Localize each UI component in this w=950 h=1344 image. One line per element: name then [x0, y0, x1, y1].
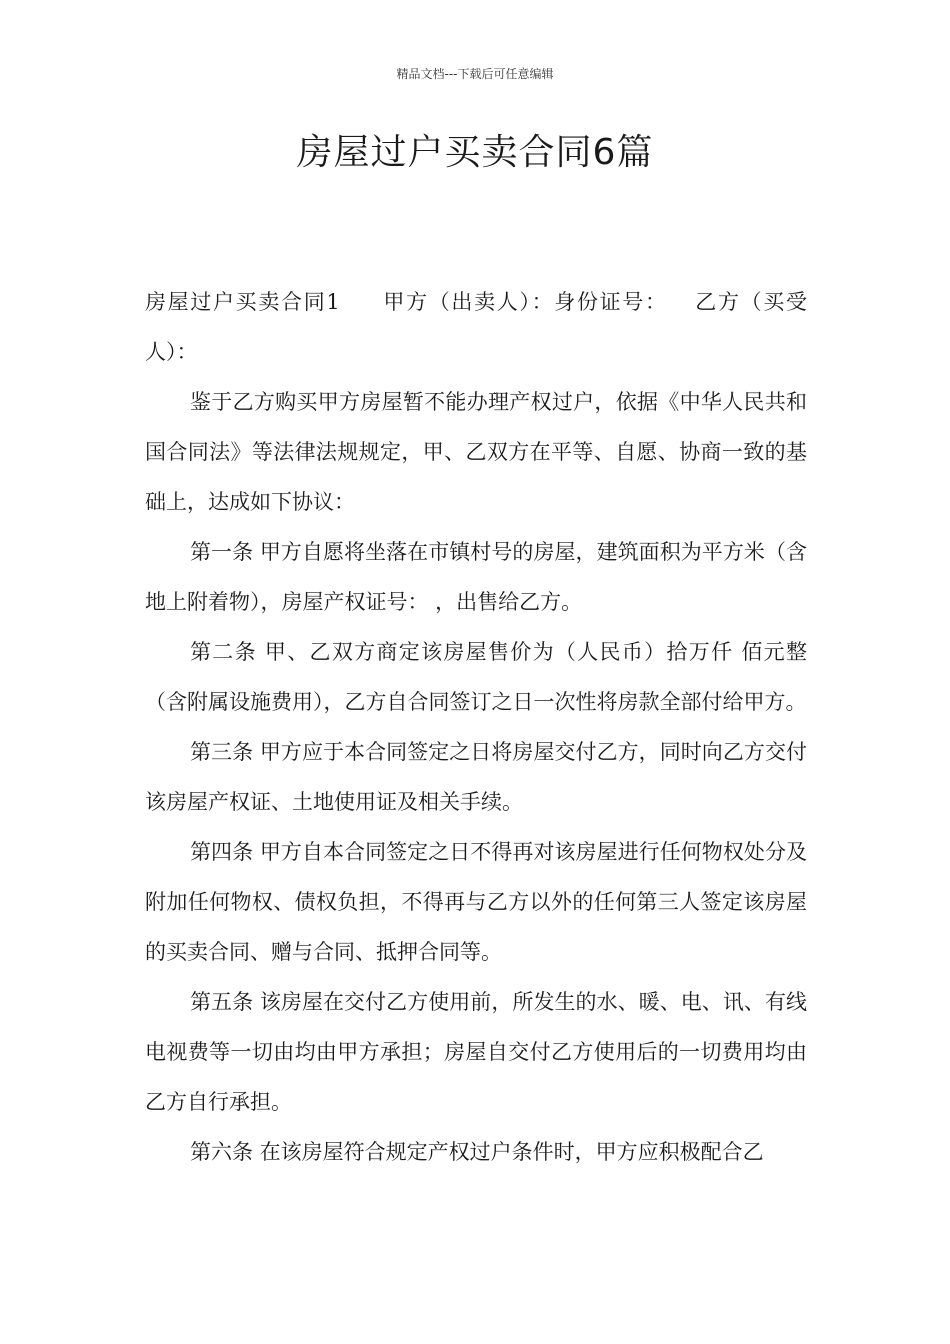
header-note: 精品文档---下载后可任意编辑 [396, 67, 554, 81]
paragraph-preamble: 鉴于乙方购买甲方房屋暂不能办理产权过户，依据《中华人民共和国合同法》等法律法规规定，甲、乙双方在平等、自愿、协商一致的基础上，达成如下协议： [145, 390, 807, 514]
intro-paragraph [145, 277, 807, 377]
paragraph-article-1: 第一条 甲方自愿将坐落在市镇村号的房屋，建筑面积为平方米（含地上附着物），房屋产权证号： ，出售给乙方。 [145, 540, 807, 614]
contract-heading: 房屋过户买卖合同1 [145, 290, 340, 314]
paragraph-article-5: 第五条 该房屋在交付乙方使用前，所发生的水、暖、电、讯、有线电视费等一切由均由甲方承担；房屋自交付乙方使用后的一切费用均由乙方自行承担。 [145, 990, 807, 1114]
document-body [145, 277, 807, 1177]
paragraph-article-4: 第四条 甲方自本合同签定之日不得再对该房屋进行任何物权处分及附加任何物权、债权负担，不得再与乙方以外的任何第三人签定该房屋的买卖合同、赠与合同、抵押合同等。 [145, 840, 807, 964]
document-title: 房屋过户买卖合同6篇 [296, 132, 654, 173]
party-a-line: 甲方（出卖人）：身份证号： [381, 290, 668, 314]
paragraph-article-2: 第二条 甲、乙双方商定该房屋售价为（人民币）拾万仟 佰元整（含附属设施费用），乙方自合同签订之日一次性将房款全部付给甲方。 [145, 640, 807, 714]
party-b-line: 乙方（买受人）： [145, 290, 807, 364]
paragraph-article-3: 第三条 甲方应于本合同签定之日将房屋交付乙方，同时向乙方交付该房屋产权证、土地使用证及相关手续。 [145, 740, 807, 814]
paragraph-article-6: 第六条 在该房屋符合规定产权过户条件时，甲方应积极配合乙 [190, 1140, 764, 1164]
